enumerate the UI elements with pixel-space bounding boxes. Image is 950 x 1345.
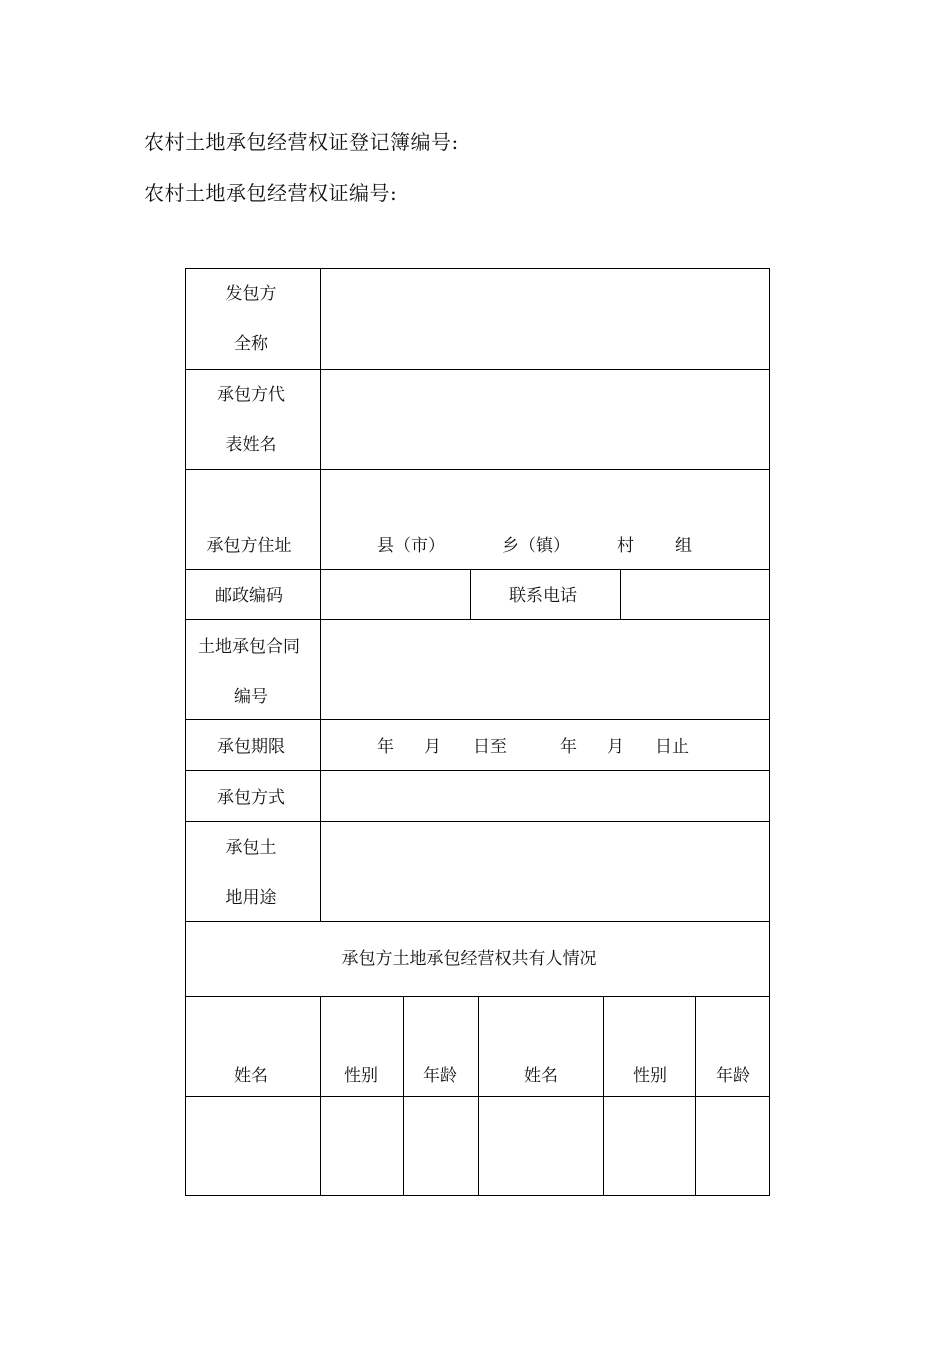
co-owner-name-cell[interactable]	[186, 1097, 320, 1195]
representative-label-line2: 表姓名	[225, 435, 277, 455]
contract-number-field[interactable]	[321, 620, 769, 718]
address-village: 村	[617, 536, 634, 556]
co-owner-gender-header: 性别	[344, 1066, 378, 1086]
postcode-label: 邮政编码	[215, 586, 283, 606]
issuer-label-line2: 全称	[234, 334, 268, 354]
representative-label-line1: 承包方代	[217, 385, 285, 405]
term-start-day: 日至	[473, 737, 507, 757]
contract-number-label-line1: 土地承包合同	[198, 637, 300, 657]
co-owners-title: 承包方土地承包经营权共有人情况	[341, 949, 597, 969]
term-start-year: 年	[377, 737, 394, 757]
co-owner-name-header: 姓名	[524, 1066, 558, 1086]
address-township: 乡（镇）	[502, 536, 570, 556]
co-owner-age-header: 年龄	[423, 1066, 457, 1086]
co-owner-age-cell[interactable]	[404, 1097, 478, 1195]
postcode-phone-divider	[470, 569, 471, 619]
term-label: 承包期限	[217, 737, 285, 757]
representative-name-field[interactable]	[321, 370, 769, 468]
term-start-month: 月	[424, 737, 441, 757]
land-contract-form	[185, 268, 770, 1196]
registry-book-number-label: 农村土地承包经营权证登记簿编号:	[144, 130, 459, 154]
land-use-field[interactable]	[321, 822, 769, 920]
co-owner-name-cell[interactable]	[479, 1097, 603, 1195]
land-use-label-line2: 地用途	[225, 888, 277, 908]
issuer-label-line1: 发包方	[225, 284, 277, 304]
land-use-label-line1: 承包土	[225, 838, 277, 858]
address-county: 县（市）	[377, 536, 445, 556]
certificate-number-label: 农村土地承包经营权证编号:	[144, 181, 398, 205]
term-end-year: 年	[560, 737, 577, 757]
co-owner-gender-cell[interactable]	[604, 1097, 695, 1195]
phone-field[interactable]	[621, 570, 769, 618]
method-field[interactable]	[321, 771, 769, 820]
contract-number-label-line2: 编号	[234, 687, 268, 707]
postcode-field[interactable]	[321, 570, 469, 618]
address-group: 组	[675, 536, 692, 556]
co-owner-name-header: 姓名	[234, 1066, 268, 1086]
issuer-name-field[interactable]	[321, 270, 769, 368]
co-owner-gender-header: 性别	[633, 1066, 667, 1086]
method-label: 承包方式	[217, 788, 285, 808]
co-owner-age-cell[interactable]	[696, 1097, 769, 1195]
phone-label: 联系电话	[509, 586, 577, 606]
co-owner-gender-cell[interactable]	[321, 1097, 403, 1195]
term-end-day: 日止	[655, 737, 689, 757]
term-end-month: 月	[607, 737, 624, 757]
co-owner-age-header: 年龄	[716, 1066, 750, 1086]
address-label: 承包方住址	[206, 536, 292, 556]
row-divider	[186, 921, 769, 922]
